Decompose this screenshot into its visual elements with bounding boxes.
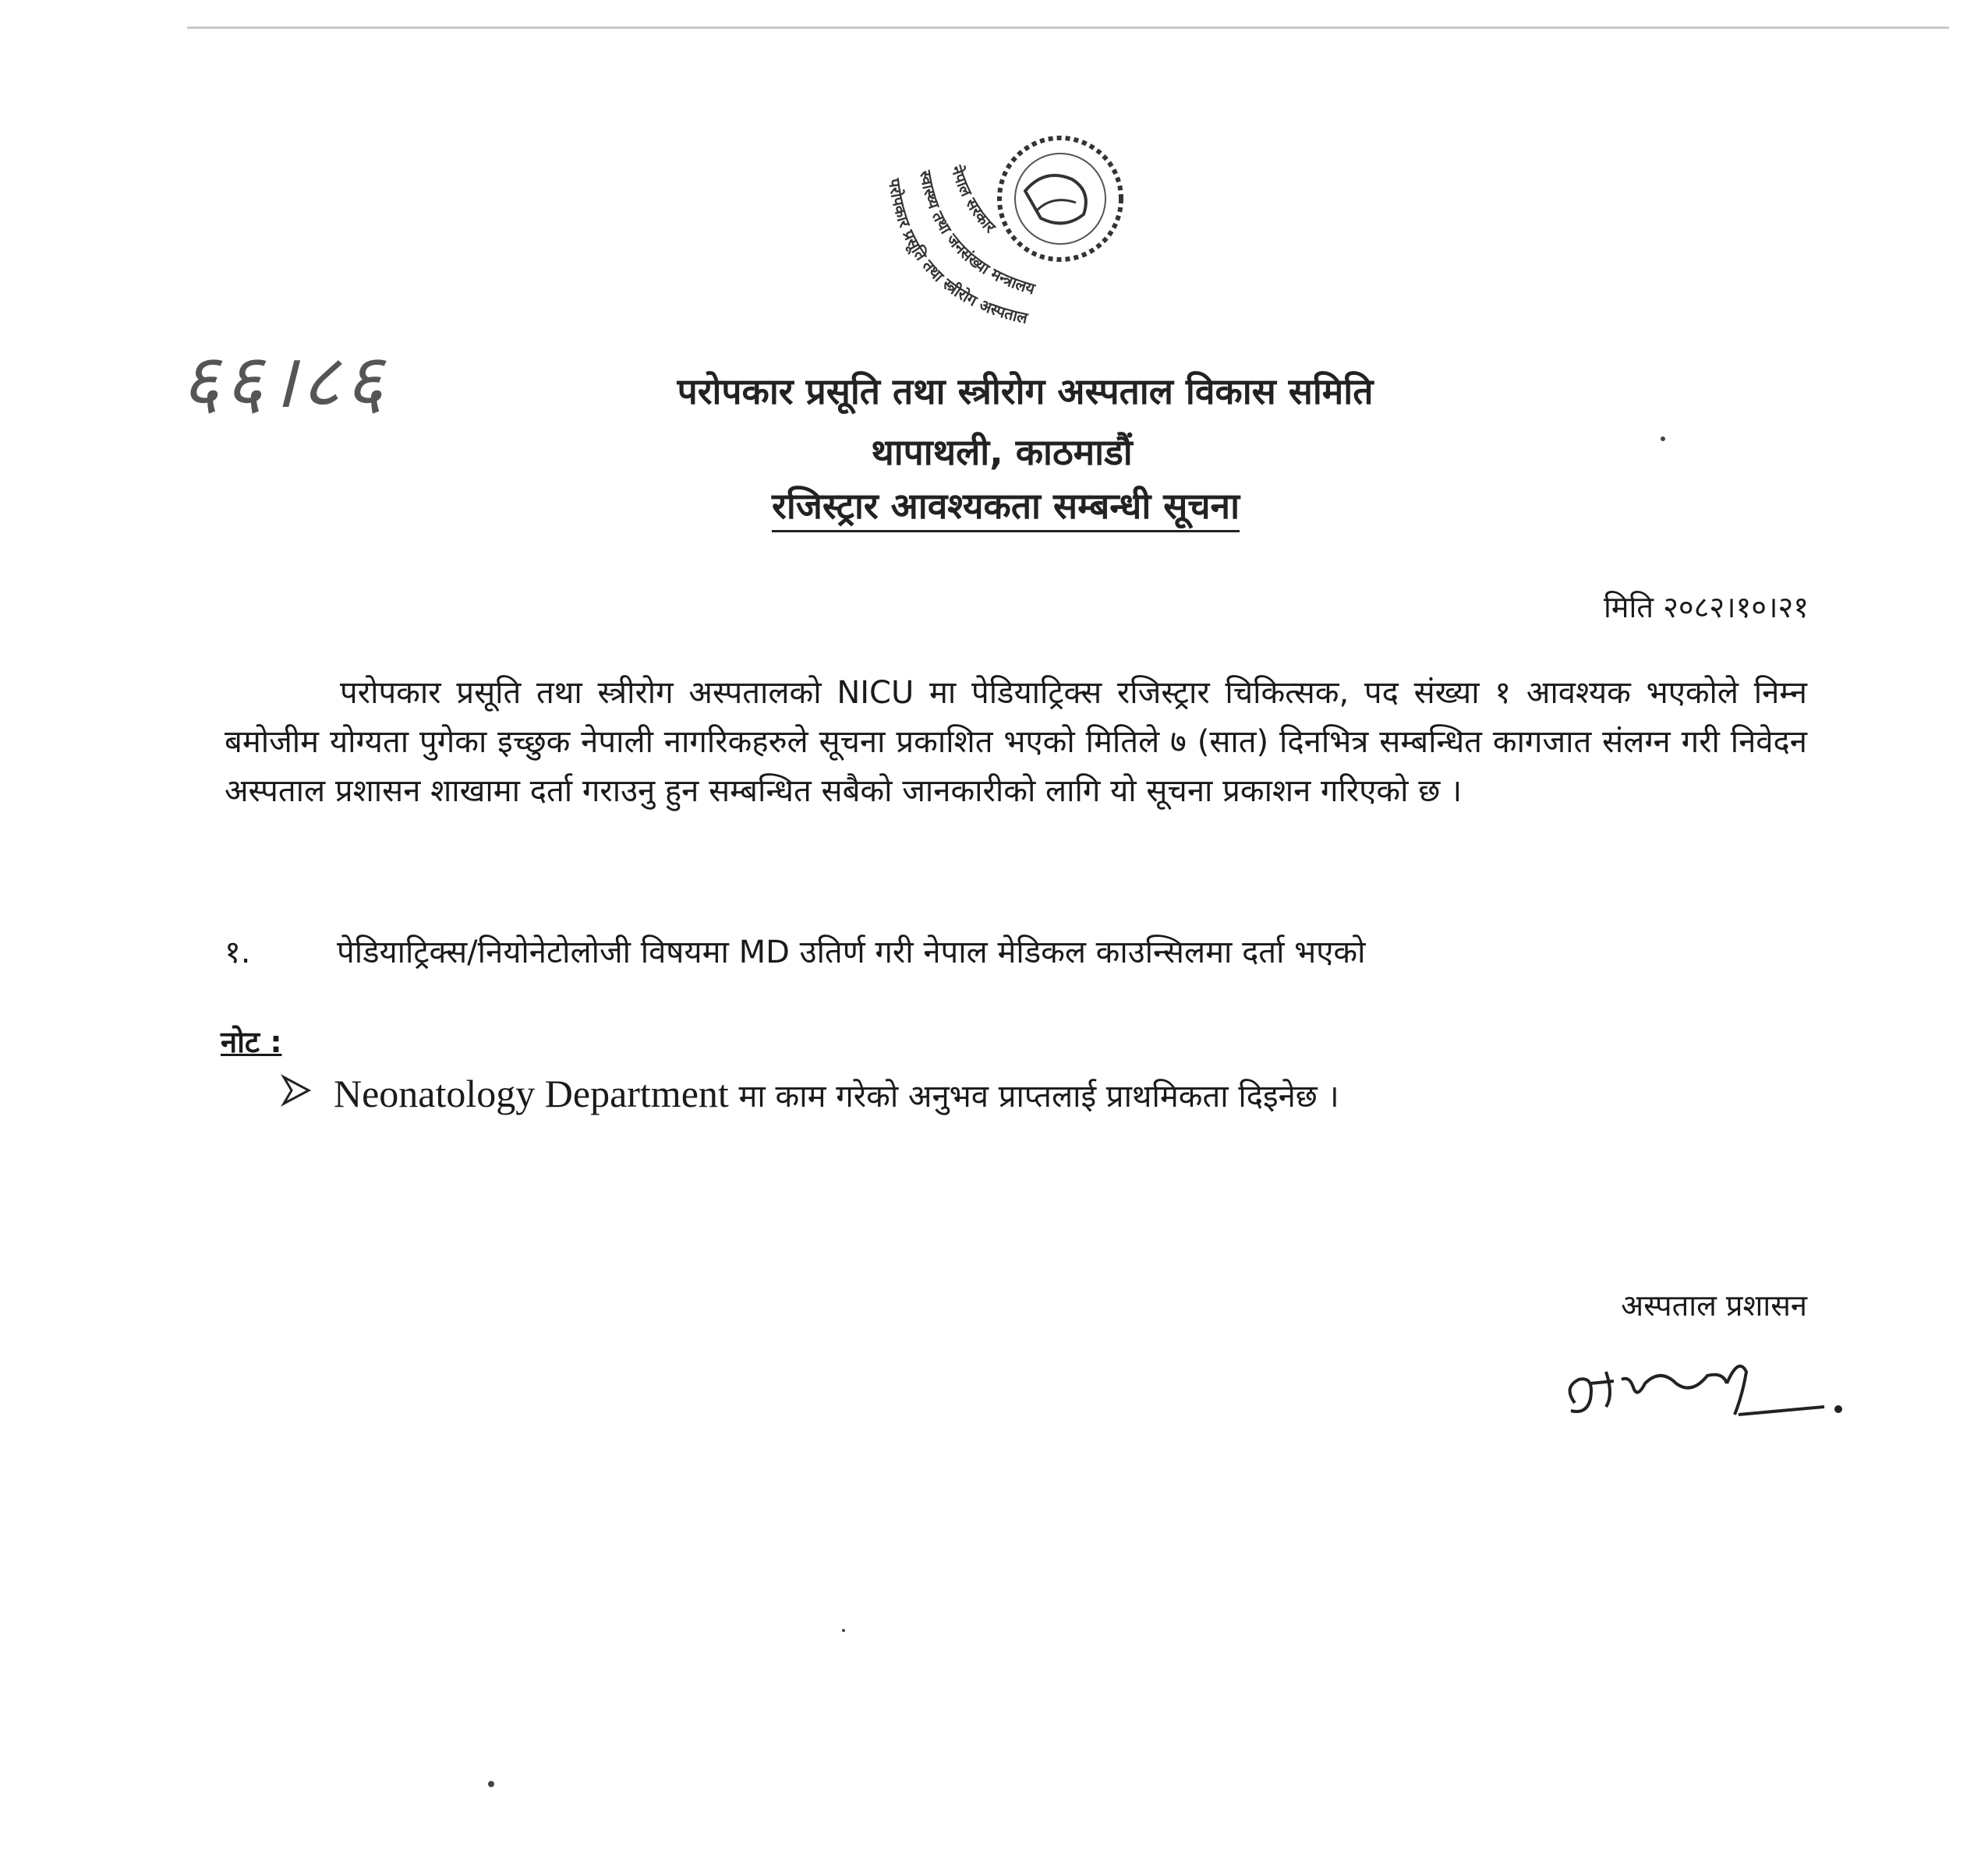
handwritten-reference-number: ६६।८६ <box>181 337 389 425</box>
scan-speck <box>1661 436 1665 441</box>
note-bullet-department: Neonatology Department <box>334 1072 729 1115</box>
requirement-number: १. <box>225 934 251 970</box>
seal-text-hospital: परोपकार प्रसूति तथा स्त्रीरोग अस्पताल <box>885 177 1030 327</box>
arrow-bullet-icon <box>281 1074 312 1107</box>
notice-title: रजिस्ट्रार आवश्यकता सम्बन्धी सूचना <box>772 485 1240 532</box>
notice-title-wrap <box>12 481 1988 529</box>
signatory-office: अस्पताल प्रशासन <box>1621 1288 1807 1323</box>
requirement-text: पेडियाट्रिक्स/नियोनेटोलोजी विषयमा MD उतिर्ण गरी नेपाल मेडिकल काउन्सिलमा दर्ता भएको <box>337 934 1366 970</box>
notice-body-paragraph: परोपकार प्रसूति तथा स्त्रीरोग अस्पतालको NICU मा पेडियाट्रिक्स रजिस्ट्रार चिकित्सक, पद संख्या १ आवश्यक भएकोले निम्न बमोजीम योग्यता पुगेका इच्छुक नेपाली नागरिकहरुले सूचना प्रकाशित भएको मितिले ७ (सात) दिनभित्र सम्बन्धित कागजात संलग्न गरी निवेदन अस्पताल प्रशासन शाखामा दर्ता गराउनु हुन सम्बन्धित सबैको जानकारीको लागि यो सूचना प्रकाशन गरिएको छ । <box>225 675 1807 809</box>
seal-text-ministry: स्वास्थ्य तथा जनसंख्या मन्त्रालय <box>916 169 1038 299</box>
note-label: नोट : <box>221 1025 282 1059</box>
official-seal <box>858 125 1169 351</box>
svg-text:नेपाल सरकार <box>947 163 1000 237</box>
note-bullet-text: मा काम गरेको अनुभव प्राप्तलाई प्राथमिकता दिइनेछ । <box>728 1079 1339 1115</box>
note-bullet <box>334 1071 1339 1116</box>
seal-text-government: नेपाल सरकार <box>947 163 1000 237</box>
scan-speck <box>488 1781 494 1787</box>
notice-date: मिति २०८२।१०।२१ <box>1603 590 1809 624</box>
location-heading: थापाथली, काठमाडौं <box>871 431 1133 473</box>
scan-top-border <box>187 26 1949 29</box>
org-name-heading: परोपकार प्रसूति तथा स्त्रीरोग अस्पताल विकास समिति <box>677 370 1374 412</box>
handwritten-signature <box>1559 1341 1848 1426</box>
scan-speck <box>842 1629 845 1632</box>
